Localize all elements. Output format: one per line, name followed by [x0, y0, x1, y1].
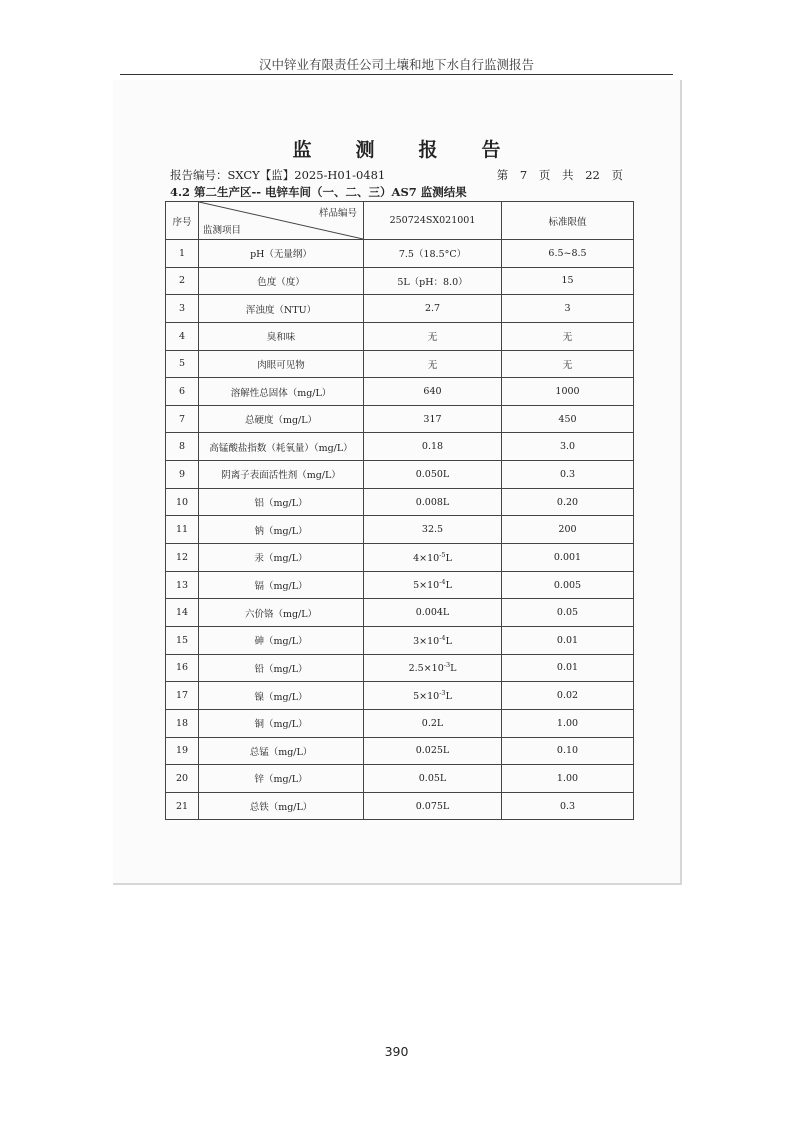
sample-id-header: 250724SX021001: [364, 202, 502, 240]
measured-value: 7.5（18.5°C）: [364, 240, 502, 268]
row-number: 7: [166, 405, 199, 433]
row-number: 12: [166, 544, 199, 572]
page-info: 第 7 页 共 22 页: [496, 168, 623, 182]
table-row: [166, 544, 634, 572]
value-base: 3×10: [413, 635, 440, 647]
monitoring-item: 汞（mg/L）: [199, 544, 364, 572]
table-row: [166, 267, 634, 295]
measured-value: 0.18: [364, 433, 502, 461]
value-suffix: L: [450, 663, 457, 675]
measured-value: [364, 626, 502, 654]
standard-limit: 450: [502, 405, 634, 433]
monitoring-item-label: 监测项目: [203, 225, 242, 236]
row-number: 10: [166, 488, 199, 516]
value-suffix: L: [445, 691, 452, 703]
measured-value: 0.2L: [364, 709, 502, 737]
table-row: [166, 792, 634, 820]
standard-limit: 6.5~8.5: [502, 240, 634, 268]
table-row: [166, 737, 634, 765]
standard-limit: 0.3: [502, 792, 634, 820]
value-exponent: -3: [439, 688, 446, 697]
row-number: 8: [166, 433, 199, 461]
standard-limit: 0.001: [502, 544, 634, 572]
monitoring-item: 铅（mg/L）: [199, 654, 364, 682]
standard-limit: 0.01: [502, 626, 634, 654]
limit-header: 标准限值: [502, 202, 634, 240]
monitoring-item: 钠（mg/L）: [199, 516, 364, 544]
measured-value: [364, 682, 502, 710]
value-base: 5×10: [413, 691, 440, 703]
measured-value: [364, 571, 502, 599]
measured-value: 0.050L: [364, 461, 502, 489]
measured-value: [364, 544, 502, 572]
scanned-report-page: [113, 80, 682, 885]
standard-limit: 1.00: [502, 765, 634, 793]
row-number: 13: [166, 571, 199, 599]
standard-limit: 15: [502, 267, 634, 295]
table-row: [166, 765, 634, 793]
measured-value: 0.05L: [364, 765, 502, 793]
standard-limit: 0.3: [502, 461, 634, 489]
row-number: 15: [166, 626, 199, 654]
row-number: 3: [166, 295, 199, 323]
header-rule: [120, 74, 673, 75]
table-row: [166, 461, 634, 489]
measured-value: 0.004L: [364, 599, 502, 627]
row-number: 5: [166, 350, 199, 378]
standard-limit: 1.00: [502, 709, 634, 737]
report-number: 报告编号：SXCY【监】2025-H01-0481: [170, 168, 386, 182]
table-row: [166, 516, 634, 544]
monitoring-item: 色度（度）: [199, 267, 364, 295]
value-exponent: -5: [439, 550, 446, 559]
value-suffix: L: [445, 635, 452, 647]
col-seq-header: 序号: [166, 202, 199, 240]
table-row: [166, 599, 634, 627]
monitoring-item: 铝（mg/L）: [199, 488, 364, 516]
measured-value: 0.008L: [364, 488, 502, 516]
table-row: [166, 488, 634, 516]
monitoring-item: 总铁（mg/L）: [199, 792, 364, 820]
section-heading: 4.2 第二生产区-- 电锌车间（一、二、三）AS7 监测结果: [170, 185, 467, 199]
monitoring-item: 总硬度（mg/L）: [199, 405, 364, 433]
measured-value: 无: [364, 350, 502, 378]
monitoring-item: 溶解性总固体（mg/L）: [199, 378, 364, 406]
standard-limit: 3.0: [502, 433, 634, 461]
row-number: 19: [166, 737, 199, 765]
standard-limit: 无: [502, 350, 634, 378]
monitoring-item: 六价铬（mg/L）: [199, 599, 364, 627]
measured-value: 5L（pH：8.0）: [364, 267, 502, 295]
value-exponent: -4: [439, 578, 446, 587]
standard-limit: 0.20: [502, 488, 634, 516]
standard-limit: 0.05: [502, 599, 634, 627]
value-suffix: L: [445, 552, 452, 564]
monitoring-item: 镉（mg/L）: [199, 571, 364, 599]
monitoring-item: 砷（mg/L）: [199, 626, 364, 654]
monitoring-item: 镍（mg/L）: [199, 682, 364, 710]
standard-limit: 200: [502, 516, 634, 544]
row-number: 18: [166, 709, 199, 737]
row-number: 17: [166, 682, 199, 710]
monitoring-item: 高锰酸盐指数（耗氧量）（mg/L）: [199, 433, 364, 461]
standard-limit: 0.10: [502, 737, 634, 765]
monitoring-item: 铜（mg/L）: [199, 709, 364, 737]
row-number: 9: [166, 461, 199, 489]
measured-value: 0.075L: [364, 792, 502, 820]
value-suffix: L: [445, 580, 452, 592]
measured-value: 640: [364, 378, 502, 406]
standard-limit: 0.02: [502, 682, 634, 710]
standard-limit: 0.01: [502, 654, 634, 682]
row-number: 16: [166, 654, 199, 682]
value-base: 2.5×10: [408, 663, 444, 675]
table-row: [166, 295, 634, 323]
measured-value: 317: [364, 405, 502, 433]
measured-value: 32.5: [364, 516, 502, 544]
standard-limit: 1000: [502, 378, 634, 406]
value-exponent: -4: [439, 633, 446, 642]
monitoring-item: pH（无量纲）: [199, 240, 364, 268]
row-number: 20: [166, 765, 199, 793]
table-row: [166, 626, 634, 654]
results-table: [165, 201, 634, 820]
table-row: [166, 322, 634, 350]
monitoring-item: 浑浊度（NTU）: [199, 295, 364, 323]
table-row: [166, 571, 634, 599]
table-row: [166, 405, 634, 433]
value-exponent: -3: [443, 661, 451, 670]
monitoring-item: 肉眼可见物: [199, 350, 364, 378]
page-header: 汉中锌业有限责任公司土壤和地下水自行监测报告: [258, 57, 534, 72]
row-number: 2: [166, 267, 199, 295]
row-number: 1: [166, 240, 199, 268]
table-row: [166, 240, 634, 268]
standard-limit: 无: [502, 322, 634, 350]
standard-limit: 0.005: [502, 571, 634, 599]
measured-value: [364, 654, 502, 682]
table-row: [166, 654, 634, 682]
row-number: 6: [166, 378, 199, 406]
page-number: 390: [384, 1044, 409, 1059]
table-row: [166, 682, 634, 710]
row-number: 11: [166, 516, 199, 544]
row-number: 14: [166, 599, 199, 627]
measured-value: 2.7: [364, 295, 502, 323]
monitoring-item: 锌（mg/L）: [199, 765, 364, 793]
monitoring-item: 总锰（mg/L）: [199, 737, 364, 765]
monitoring-item: 阴离子表面活性剂（mg/L）: [199, 461, 364, 489]
standard-limit: 3: [502, 295, 634, 323]
monitoring-item: 臭和味: [199, 322, 364, 350]
table-row: [166, 433, 634, 461]
value-base: 5×10: [413, 580, 440, 592]
measured-value: 无: [364, 322, 502, 350]
table-row: [166, 350, 634, 378]
report-title: 监测报告: [292, 139, 545, 161]
table-header-row: [166, 202, 634, 240]
measured-value: 0.025L: [364, 737, 502, 765]
table-row: [166, 709, 634, 737]
value-base: 4×10: [413, 552, 440, 564]
row-number: 21: [166, 792, 199, 820]
sample-id-label: 样品编号: [318, 208, 357, 219]
diagonal-header-cell: [199, 202, 364, 240]
row-number: 4: [166, 322, 199, 350]
table-row: [166, 378, 634, 406]
